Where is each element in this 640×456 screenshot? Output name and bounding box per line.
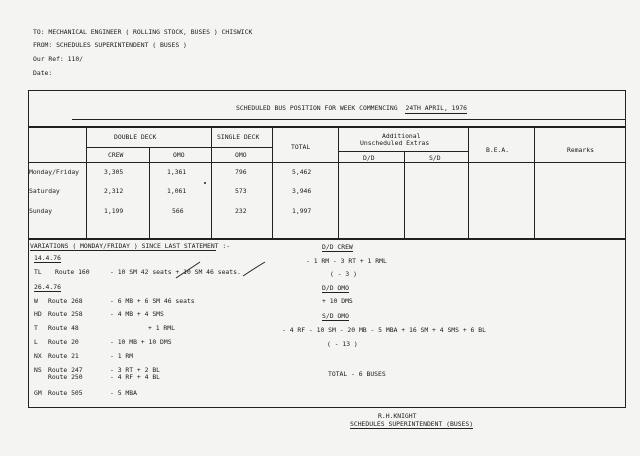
variation-code: T — [34, 324, 38, 332]
variation-route: Route 20 — [48, 338, 79, 346]
variation-code: W — [34, 297, 38, 305]
header-sd-extras: S/D — [429, 154, 441, 162]
dd-crew-net: ( - 3 ) — [330, 270, 357, 278]
variation-change: - 10 MB + 10 DMS — [110, 338, 172, 346]
variation-code: NX — [34, 352, 42, 360]
row-omo-dd: 1,061 — [167, 187, 187, 195]
header-total: TOTAL — [291, 143, 311, 151]
row-day: Saturday — [29, 187, 60, 195]
dd-omo-line: + 10 DMS — [322, 297, 353, 305]
table-title-date: 24TH APRIL, 1976 — [405, 104, 468, 112]
variation-code: L — [34, 338, 38, 346]
row-omo-sd: 573 — [235, 187, 247, 195]
memo-ref: Our Ref: 110/ — [33, 55, 84, 63]
row-crew: 3,305 — [104, 168, 124, 176]
header-unscheduled: Unscheduled Extras — [360, 139, 430, 147]
variation-route: Route 21 — [48, 352, 79, 360]
variations-heading: VARIATIONS ( MONDAY/FRIDAY ) SINCE LAST STATEMENT :- — [30, 242, 231, 250]
variation-date: 26.4.76 — [34, 283, 61, 291]
memo-from: FROM: SCHEDULES SUPERINTENDENT ( BUSES ) — [33, 41, 187, 49]
variation-change: - 3 RT + 2 BL — [110, 366, 161, 374]
variation-change: + 1 RML — [148, 324, 175, 332]
row-day: Monday/Friday — [29, 168, 80, 176]
row-total: 3,946 — [292, 187, 312, 195]
memo-date: Date: — [33, 69, 53, 77]
variation-route: Route 505 — [48, 389, 83, 397]
row-crew: 1,199 — [104, 207, 124, 215]
variation-route: Route 247 — [48, 366, 83, 374]
variation-code: TL — [34, 268, 42, 276]
variation-date: 14.4.76 — [34, 254, 61, 262]
variation-code: NS — [34, 366, 42, 374]
sd-omo-net: ( - 13 ) — [327, 340, 358, 348]
variation-route: Route 250 — [48, 373, 83, 381]
variation-code: GM — [34, 389, 42, 397]
row-omo-sd: 232 — [235, 207, 247, 215]
variation-change: - 6 MB + 6 SM 46 seats — [110, 297, 195, 305]
header-additional: Additional — [382, 132, 421, 140]
variation-change: - 10 SM 42 seats + 10 SM 46 seats. — [110, 268, 241, 276]
row-day: Sunday — [29, 207, 53, 215]
row-total: 1,997 — [292, 207, 312, 215]
header-dd-extras: D/D — [363, 154, 375, 162]
dd-crew-label: D/D CREW — [322, 243, 353, 251]
dd-omo-label: D/D OMO — [322, 284, 349, 292]
header-remarks: Remarks — [567, 146, 594, 154]
header-bea: B.E.A. — [486, 146, 510, 154]
table-title-prefix: SCHEDULED BUS POSITION FOR WEEK COMMENCING — [236, 104, 398, 112]
row-omo-dd: 1,361 — [167, 168, 187, 176]
row-omo-dd: 566 — [172, 207, 184, 215]
header-omo-dd: OMO — [173, 151, 185, 159]
dd-crew-line: - 1 RM - 3 RT + 1 RML — [306, 257, 387, 265]
variation-change: - 4 RF + 4 BL — [110, 373, 161, 381]
variation-route: Route 268 — [48, 297, 83, 305]
header-crew: CREW — [108, 151, 124, 159]
row-omo-sd: 796 — [235, 168, 247, 176]
variation-route: Route 160 — [55, 268, 90, 276]
signature-name: R.H.KNIGHT — [378, 412, 417, 420]
memo-to: TO: MECHANICAL ENGINEER ( ROLLING STOCK, BUSES ) CHISWICK — [33, 28, 253, 36]
header-single-deck: SINGLE DECK — [217, 133, 260, 141]
variation-change: - 5 MBA — [110, 389, 137, 397]
variation-change: - 1 RM — [110, 352, 134, 360]
variation-route: Route 258 — [48, 310, 83, 318]
variation-change: - 4 MB + 4 SMS — [110, 310, 164, 318]
summary-total: TOTAL - 6 BUSES — [328, 370, 386, 378]
header-double-deck: DOUBLE DECK — [114, 133, 157, 141]
row-total: 5,462 — [292, 168, 312, 176]
sd-omo-line: - 4 RF - 10 SM - 20 MB - 5 MBA + 16 SM + 4 SMS + 6 BL — [282, 326, 486, 334]
variation-route: Route 48 — [48, 324, 79, 332]
header-omo-sd: OMO — [235, 151, 247, 159]
row-crew: 2,312 — [104, 187, 124, 195]
variation-code: HD — [34, 310, 42, 318]
signature-title: SCHEDULES SUPERINTENDENT (BUSES) — [350, 420, 474, 428]
sd-omo-label: S/D OMO — [322, 312, 349, 320]
